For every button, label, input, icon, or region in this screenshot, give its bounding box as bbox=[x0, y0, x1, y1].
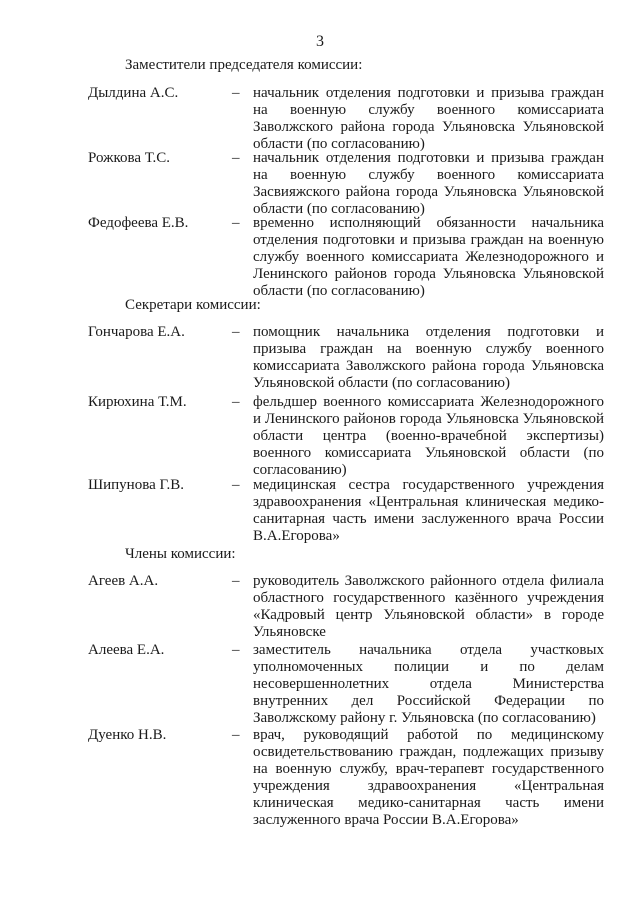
dash: – bbox=[232, 394, 240, 410]
section-heading-members: Члены комиссии: bbox=[125, 546, 236, 562]
dash: – bbox=[232, 642, 240, 658]
section-heading-deputies: Заместители председателя комиссии: bbox=[125, 57, 363, 73]
dash: – bbox=[232, 215, 240, 231]
member-position: помощник начальника отделения подготовки и призыва граждан на военную службу военного комиссариата Заволжского района города Ульяновска Ульяновской области (по согласованию) bbox=[253, 324, 604, 391]
member-name: Дылдина А.С. bbox=[88, 85, 179, 101]
dash: – bbox=[232, 573, 240, 589]
dash: – bbox=[232, 85, 240, 101]
member-position: врач, руководящий работой по медицинскому освидетельствованию граждан, подлежащих призыву на военную службу, врач-терапевт государственного учреждения здравоохранения «Центральная клиническая медико-санитарная часть имени заслуженного врача России В.А.Егорова» bbox=[253, 727, 604, 828]
member-position: начальник отделения подготовки и призыва граждан на военную службу военного комиссариата Засвияжского района города Ульяновска Ульяновской области (по согласованию) bbox=[253, 150, 604, 217]
member-position: начальник отделения подготовки и призыва граждан на военную службу военного комиссариата Заволжского района города Ульяновска Ульяновской области (по согласованию) bbox=[253, 85, 604, 152]
member-name: Агеев А.А. bbox=[88, 573, 159, 589]
member-name: Алеева Е.А. bbox=[88, 642, 165, 658]
section-heading-secretaries: Секретари комиссии: bbox=[125, 297, 261, 313]
member-position: заместитель начальника отдела участковых уполномоченных полиции и по делам несовершеннолетних отдела Министерства внутренних дел Российской Федерации по Заволжскому району г. Ульяновска (по согласованию) bbox=[253, 642, 604, 726]
dash: – bbox=[232, 477, 240, 493]
member-position: временно исполняющий обязанности начальника отделения подготовки и призыва граждан на военную службу военного комиссариата Железнодорожного и Ленинского районов города Ульяновска Ульяновской области (по согласованию) bbox=[253, 215, 604, 299]
dash: – bbox=[232, 727, 240, 743]
member-name: Кирюхина Т.М. bbox=[88, 394, 187, 410]
dash: – bbox=[232, 150, 240, 166]
member-name: Дуенко Н.В. bbox=[88, 727, 167, 743]
dash: – bbox=[232, 324, 240, 340]
member-position: медицинская сестра государственного учреждения здравоохранения «Центральная клиническая медико-санитарная часть имени заслуженного врача России В.А.Егорова» bbox=[253, 477, 604, 544]
member-position: фельдшер военного комиссариата Железнодорожного и Ленинского районов города Ульяновска Ульяновской области центра (военно-врачебной экспертизы) военного комиссариата Ульяновской области (по согласованию) bbox=[253, 394, 604, 478]
member-name: Рожкова Т.С. bbox=[88, 150, 170, 166]
page-number: 3 bbox=[316, 33, 324, 50]
member-position: руководитель Заволжского районного отдела филиала областного государственного казённого учреждения «Кадровый центр Ульяновской области» в городе Ульяновске bbox=[253, 573, 604, 640]
member-name: Федофеева Е.В. bbox=[88, 215, 189, 231]
member-name: Гончарова Е.А. bbox=[88, 324, 185, 340]
member-name: Шипунова Г.В. bbox=[88, 477, 184, 493]
